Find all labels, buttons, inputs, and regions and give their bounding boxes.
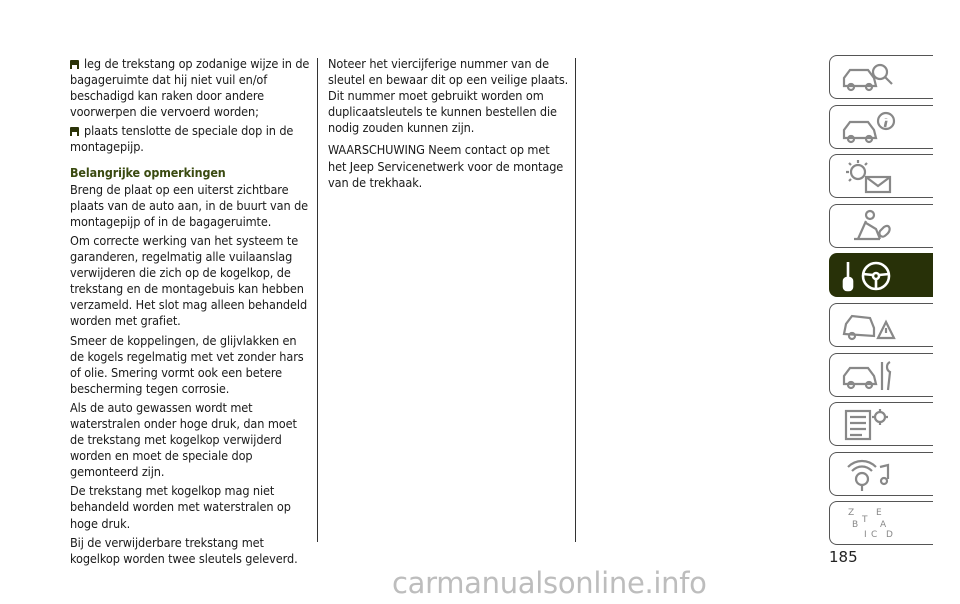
bullet-text: plaats tenslotte de speciale dop in de montagepijp.: [70, 123, 294, 155]
section-heading: Belangrijke opmerkingen: [70, 164, 226, 180]
bullet-item: [70, 123, 312, 155]
tab-car-search[interactable]: [829, 55, 933, 99]
bullet-icon: [70, 127, 79, 136]
bullet-text: leg de trekstang op zodanige wijze in de bagageruimte dat hij niet vuil en/of beschadigd kan raken door andere voorwerpen die vervoerd worden;: [70, 56, 310, 120]
list-gear-icon: [840, 407, 896, 443]
car-warning-icon: [840, 308, 896, 344]
middle-column: [328, 56, 570, 194]
index-letter: D: [886, 530, 893, 541]
column-divider: [317, 58, 318, 542]
bullet-icon: [70, 60, 79, 69]
warning-paragraph: WAARSCHUWING Neem contact op met het Jeep Servicenetwerk voor de montage van de trekhaak.: [328, 142, 564, 190]
key-steering-wheel-icon: [840, 258, 896, 294]
alphabet-index-icon: [840, 506, 896, 542]
car-tools-icon: [840, 358, 896, 394]
tab-technical-data[interactable]: [829, 402, 933, 446]
index-letter: T: [862, 515, 868, 526]
index-letter: E: [876, 508, 882, 519]
tab-starting-driving[interactable]: [829, 253, 933, 297]
paragraph: Om correcte werking van het systeem te garanderen, regelmatig alle vuilaanslag verwijderen die zich op de kogelkop, de trekstang en de montagebuis kan hebben verzameld. Het slot mag alleen behandeld worden met grafiet.: [70, 232, 308, 329]
paragraph: Breng de plaat op een uiterst zichtbare plaats van de auto aan, in de buurt van de montagepijp of in de bagageruimte.: [70, 181, 309, 229]
car-search-icon: [840, 60, 896, 96]
tab-car-info[interactable]: [829, 105, 933, 149]
index-letter: C: [871, 530, 878, 541]
paragraph: Smeer de koppelingen, de glijvlakken en de kogels regelmatig met vet zonder hars of olie. Smering vormt ook een betere bescherming tegen corrosie.: [70, 332, 304, 396]
index-letter: A: [880, 520, 887, 531]
airbag-person-icon: [840, 209, 896, 245]
tab-lights-messages[interactable]: [829, 154, 933, 198]
paragraph: Noteer het viercijferige nummer van de sleutel en bewaar dit op een veilige plaats. Dit nummer moet gebruikt worden om duplicaatsleutels te kunnen bestellen die nodig zouden kunnen zijn.: [328, 56, 569, 136]
paragraph: Bij de verwijderbare trekstang met kogelkop worden twee sleutels geleverd.: [70, 534, 298, 566]
chapter-tabs: [829, 55, 934, 551]
watermark: carmanualsonline.info: [392, 566, 707, 600]
left-column: [70, 56, 312, 570]
multimedia-icon: [840, 457, 896, 493]
tab-emergency[interactable]: [829, 303, 933, 347]
tab-safety[interactable]: [829, 204, 933, 248]
page-number: 185: [829, 548, 858, 566]
index-letter: B: [852, 520, 859, 531]
paragraph: Als de auto gewassen wordt met waterstralen onder hoge druk, dan moet de trekstang met kogelkop verwijderd worden en moet de speciale dop gemonteerd zijn.: [70, 399, 297, 480]
car-info-icon: [840, 110, 896, 146]
tab-servicing[interactable]: [829, 353, 933, 397]
tab-index[interactable]: [829, 501, 933, 545]
light-message-icon: [840, 159, 896, 195]
index-letter: Z: [848, 508, 855, 519]
tab-multimedia[interactable]: [829, 452, 933, 496]
index-letter: I: [864, 530, 867, 541]
bullet-item: [70, 56, 312, 120]
paragraph: De trekstang met kogelkop mag niet behandeld worden met waterstralen op hoge druk.: [70, 483, 291, 531]
column-divider: [575, 58, 576, 542]
